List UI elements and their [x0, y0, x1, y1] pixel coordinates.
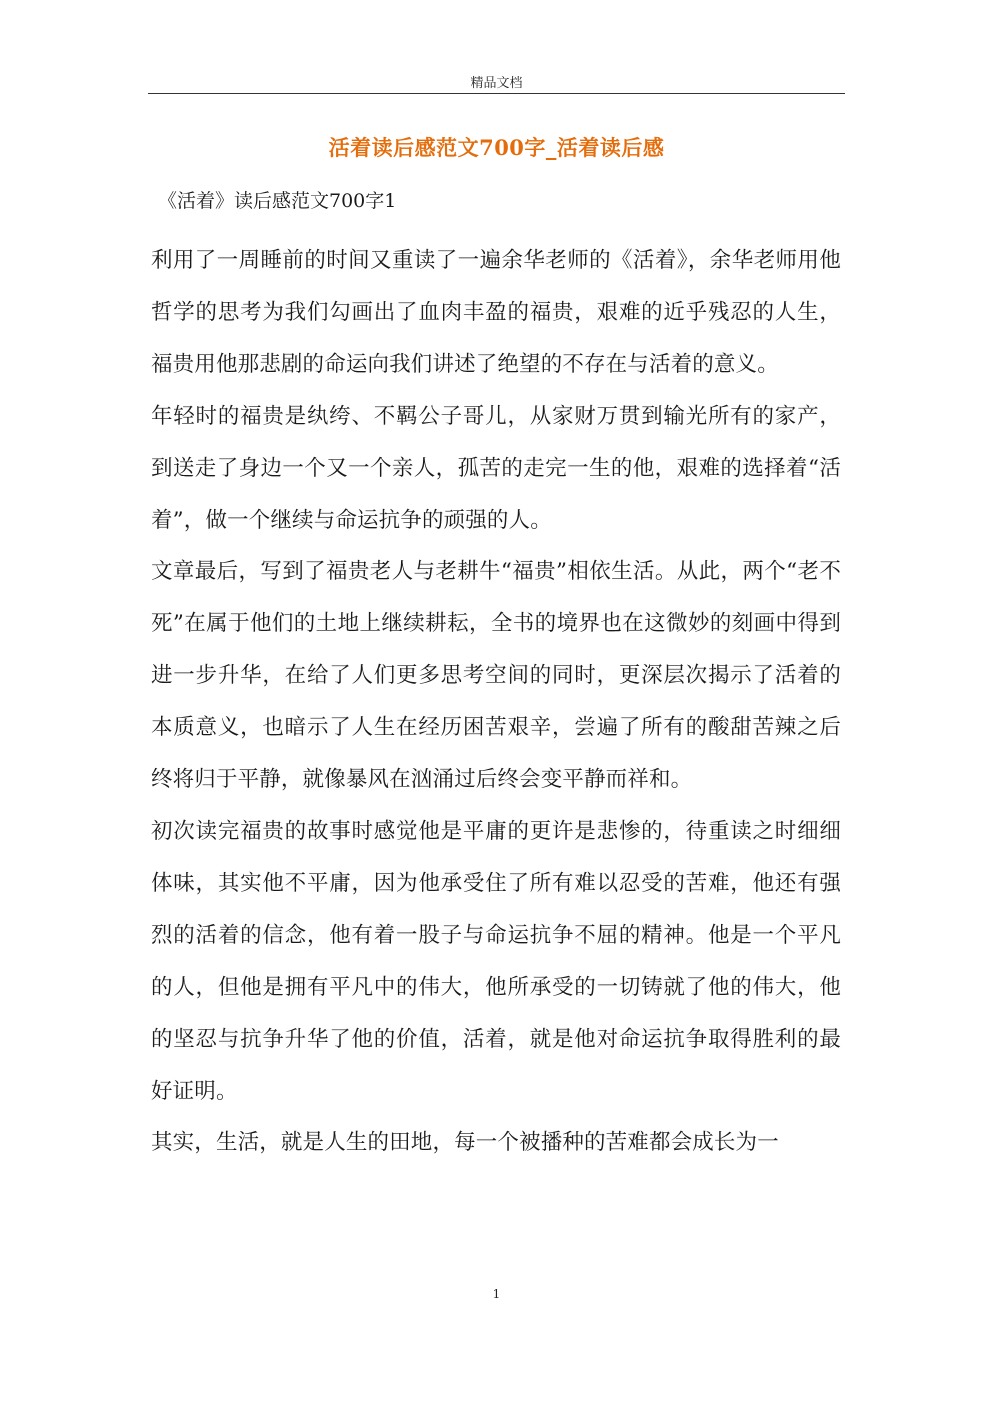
paragraph: 初次读完福贵的故事时感觉他是平庸的更许是悲惨的，待重读之时细细体味，其实他不平庸，因为他承受住了所有难以忍受的苦难，他还有强烈的活着的信念，他有着一股子与命运抗争不屈的精神。他是一个平凡的人，但他是拥有平凡中的伟大，他所承受的一切铸就了他的伟大，他的坚忍与抗争升华了他的价值，活着，就是他对命运抗争取得胜利的最好证明。: [151, 818, 841, 1104]
paragraph: 年轻时的福贵是纨绔、不羁公子哥儿，从家财万贯到输光所有的家产，到送走了身边一个又一个亲人，孤苦的走完一生的他，艰难的选择着“活着”，做一个继续与命运抗争的顽强的人。: [151, 403, 841, 533]
page-header: 精品文档: [470, 76, 523, 91]
document-title: 活着读后感范文700字_活着读后感: [328, 135, 665, 160]
header-divider: [148, 93, 845, 94]
paragraph: 文章最后，写到了福贵老人与老耕牛“福贵”相依生活。从此，两个“老不死”在属于他们的土地上继续耕耘，全书的境界也在这微妙的刻画中得到进一步升华，在给了人们更多思考空间的同时，更深层次揭示了活着的本质意义，也暗示了人生在经历困苦艰辛，尝遍了所有的酸甜苦辣之后终将归于平静，就像暴风在汹涌过后终会变平静而祥和。: [151, 559, 841, 793]
paragraph: 利用了一周睡前的时间又重读了一遍余华老师的《活着》，余华老师用他哲学的思考为我们勾画出了血肉丰盈的福贵，艰难的近乎残忍的人生，福贵用他那悲剧的命运向我们讲述了绝望的不存在与活着的意义。: [151, 248, 841, 377]
page-number: 1: [492, 1287, 501, 1301]
document-body: [151, 235, 841, 1169]
paragraph: 其实，生活，就是人生的田地，每一个被播种的苦难都会成长为一: [151, 1130, 779, 1156]
document-subtitle: 《活着》读后感范文700字1: [158, 190, 397, 212]
